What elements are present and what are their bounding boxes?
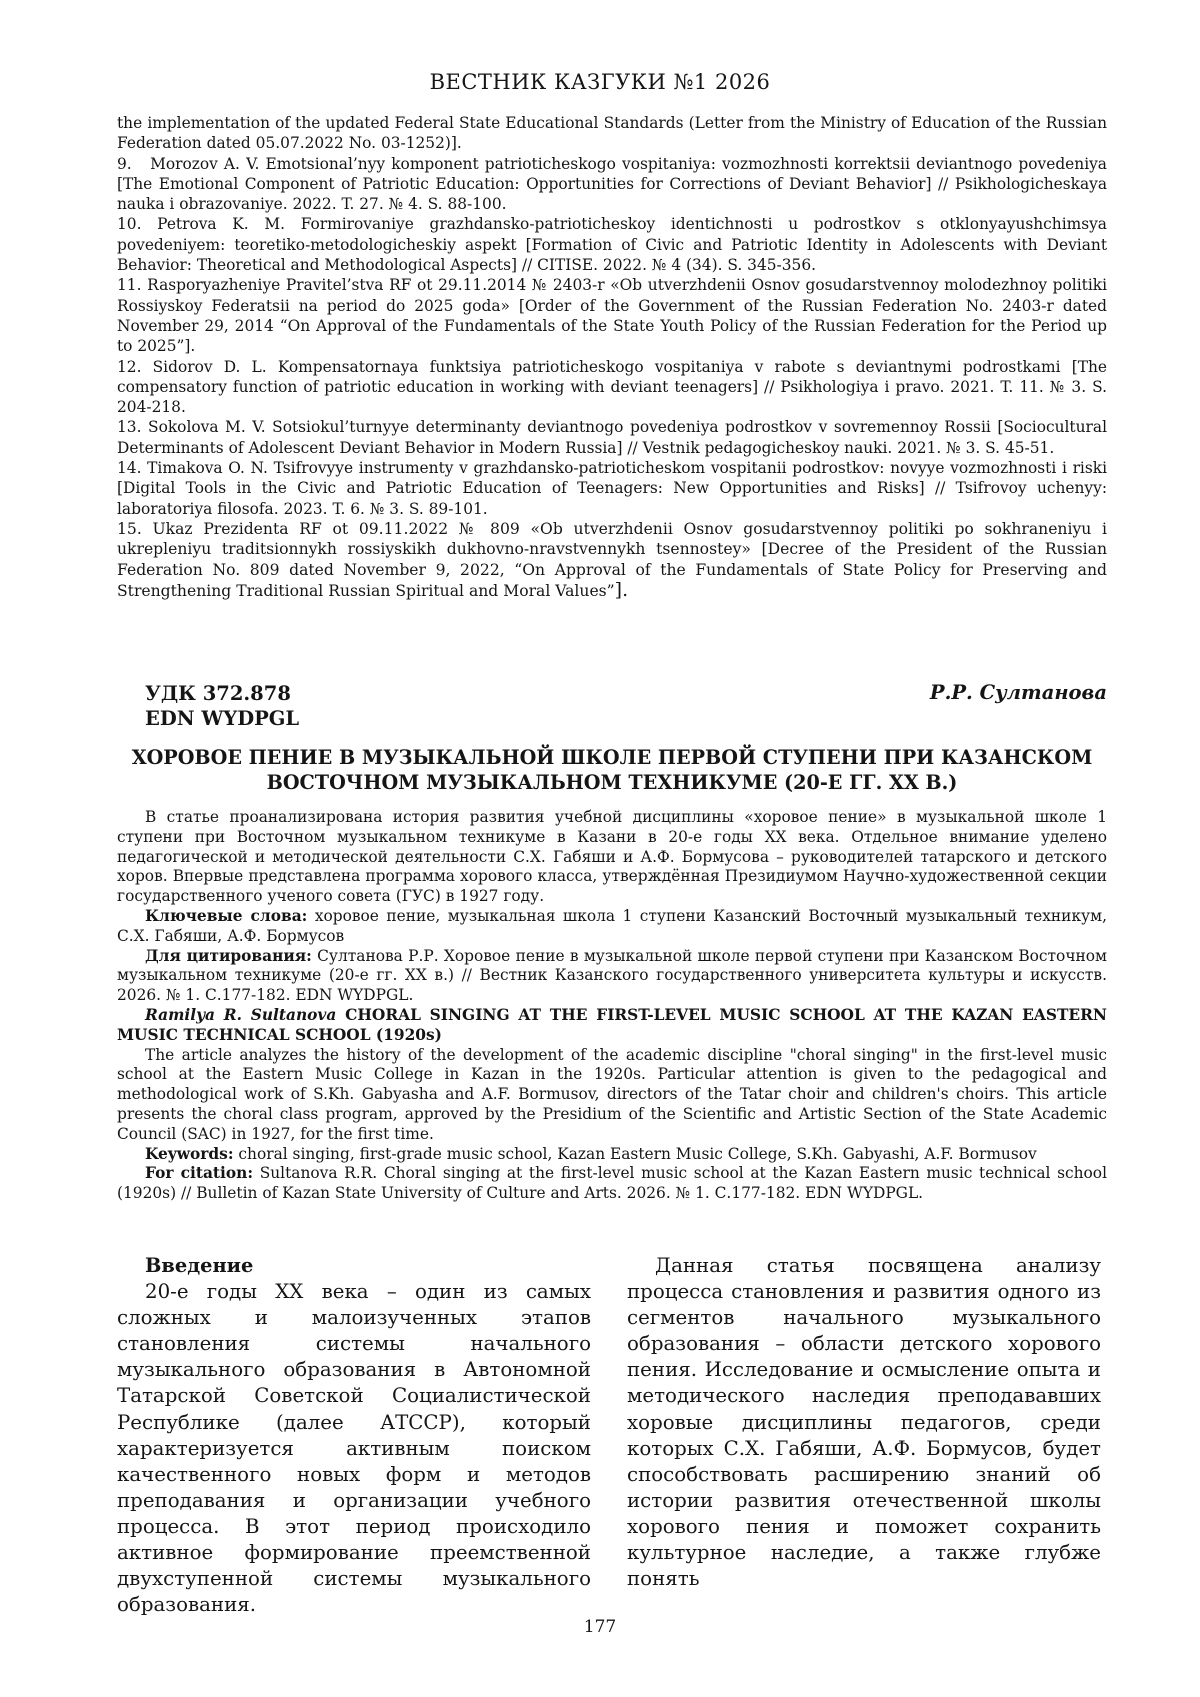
keywords-en-text: choral singing, first-grade music school, Kazan Eastern Music College, S.Kh. Gabyashi, A.F. Bormusov — [233, 1144, 1037, 1163]
keywords-ru-label: Ключевые слова: — [145, 906, 308, 925]
edn-code: EDN WYDPGL — [145, 707, 300, 730]
reference-item: 9. Morozov A. V. Emotsional’nyy komponent patrioticheskogo vospitaniya: vozmozhnosti korrektsii deviantnogo povedeniya [The Emotional Component of Patriotic Education: Opportunities for Corrections of Deviant Behavior] // Psikhologicheskaya nauka i obrazovaniye. 2022. T. 27. № 4. S. 88-100. — [117, 154, 1107, 214]
reference-list — [117, 113, 1107, 601]
citation-en — [117, 1164, 1107, 1204]
reference-item: 12. Sidorov D. L. Kompensatornaya funktsiya patrioticheskogo vospitaniya v rabote s deviantnymi podrostkami [The compensatory function of patriotic education in working with deviant teenagers] // Psikhologiya i pravo. 2021. T. 11. № 3. S. 204-218. — [117, 357, 1107, 417]
article-title — [117, 746, 1107, 795]
reference-item: 13. Sokolova M. V. Sotsiokul’turnyye determinanty deviantnogo povedeniya podrostkov v sovremennoy Rossii [Sociocultural Determinants of Adolescent Deviant Behavior in Modern Russia] // Vestnik pedagogicheskoy nauki. 2021. № 3. S. 45-51. — [117, 418, 1107, 457]
body-column-left — [117, 1253, 591, 1618]
article-author: Р.Р. Султанова — [929, 681, 1107, 704]
keywords-ru-text: хоровое пение, музыкальная школа 1 ступени Казанский Восточный музыкальный техникум, С.Х. Габяши, А.Ф. Бормусов — [117, 906, 1107, 945]
reference-item: 10. Petrova K. M. Formirovaniye grazhdansko-patrioticheskoy identichnosti u podrostkov s otklonyayushchimsya povedeniyem: teoretiko-metodologicheskiy aspekt [Formation of Civic and Patriotic Identity in Adolescents with Deviant Behavior: Theoretical and Methodological Aspects] // CITISE. 2022. № 4 (34). S. 345-356. — [117, 215, 1107, 275]
citation-ru-label: Для цитирования: — [145, 946, 312, 965]
citation-ru-text: Султанова Р.Р. Хоровое пение в музыкальной школе первой ступени при Казанском Восточном музыкальном техникуме (20-е гг. XX в.) // Вестник Казанского государственного университета культуры и искусств. 2026. № 1. С.177-182. EDN WYDPGL. — [117, 946, 1107, 1005]
body-paragraph: Данная статья посвящена анализу процесса становления и развития одного из сегментов начального музыкального образования – области детского хорового пения. Исследование и осмысление опыта и методического наследия преподававших хоровые дисциплины педагогов, среди которых С.Х. Габяши, А.Ф. Бормусов, будет способствовать расширению знаний об истории развития отечественной школы хорового пения и поможет сохранить культурное наследие, а также глубже понять — [627, 1254, 1101, 1591]
citation-ru — [117, 947, 1107, 1006]
reference-item: the implementation of the updated Federal State Educational Standards (Letter from the Ministry of Education of the Russian Federation dated 05.07.2022 No. 03-1252)]. — [117, 114, 1107, 153]
body-paragraph: 20-е годы XX века – один из самых сложных и малоизученных этапов становления системы начального музыкального образования в Автономной Татарской Советской Социалистической Республике (далее АТССР), который характеризуется активным поиском качественного новых форм и методов преподавания и организации учебного процесса. В этот период происходило активное формирование преемственной двухступенной системы музыкального образования. — [117, 1280, 591, 1617]
page-number: 177 — [583, 1617, 617, 1637]
author-en: Ramilya R. Sultanova — [145, 1005, 337, 1024]
article-identifiers — [145, 681, 299, 731]
keywords-en — [117, 1145, 1107, 1165]
article-title-line: ВОСТОЧНОМ МУЗЫКАЛЬНОМ ТЕХНИКУМЕ (20-Е ГГ. XX В.) — [266, 770, 958, 794]
english-title-line — [117, 1006, 1107, 1046]
reference-item-last — [117, 519, 1107, 601]
reference-last-text: 15. Ukaz Prezidenta RF ot 09.11.2022 № 809 «Ob utverzhdenii Osnov gosudarstvennoy politiki po sokhraneniyu i ukrepleniyu traditsionnykh rossiyskikh dukhovno-nravstvennykh tsennostey» [Decree of the President of the Russian Federation No. 809 dated November 9, 2022, “On Approval of the Fundamentals of State Policy for Preserving and Strengthening Traditional Russian Spiritual and Moral Values” — [117, 519, 1107, 600]
abstract-block — [117, 808, 1107, 1204]
citation-en-text: Sultanova R.R. Choral singing at the first-level music school at the Kazan Eastern music technical school (1920s) // Bulletin of Kazan State University of Culture and Arts. 2026. № 1. С.177-182. EDN WYDPGL. — [117, 1164, 1107, 1203]
citation-en-label: For citation: — [145, 1164, 254, 1183]
abstract-en: The article analyzes the history of the development of the academic discipline "choral singing" in the first-level music school at the Eastern Music College in Kazan in the 1920s. Particular attention is given to the pedagogical and methodological work of S.Kh. Gabyasha and A.F. Bormusov, directors of the Tatar choir and children's choirs. This article presents the choral class program, approved by the Presidium of the Scientific and Artistic Section of the State Academic Council (SAC) in 1927, for the first time. — [117, 1045, 1107, 1143]
keywords-en-label: Keywords: — [145, 1144, 234, 1163]
title-en: CHORAL SINGING AT THE FIRST-LEVEL MUSIC SCHOOL AT THE KAZAN EASTERN MUSIC TECHNICAL SCHOOL (1920s) — [117, 1005, 1107, 1044]
reference-item: 11. Rasporyazheniye Pravitel’stva RF ot 29.11.2014 № 2403-r «Ob utverzhdenii Osnov gosudarstvennoy molodezhnoy politiki Rossiyskoy Federatsii na period do 2025 goda» [Order of the Government of the Russian Federation No. 2403-r dated November 29, 2014 “On Approval of the Fundamentals of the State Youth Policy of the Russian Federation for the Period up to 2025”]. — [117, 276, 1107, 356]
section-heading-introduction: Введение — [145, 1254, 254, 1277]
reference-last-closing: ]. — [614, 578, 629, 601]
abstract-ru: В статье проанализирована история развития учебной дисциплины «хоровое пение» в музыкальной школе 1 ступени при Восточном музыкальном техникуме в Казани в 20-е годы XX века. Отдельное внимание уделено педагогической и методической деятельности С.Х. Габяши и А.Ф. Бормусова – руководителей татарского и детского хоров. Впервые представлена программа хорового класса, утверждённая Президиумом Научно-художественной секции государственного ученого совета (ГУС) в 1927 году. — [117, 808, 1107, 906]
udk-code: УДК 372.878 — [145, 682, 291, 705]
journal-header: ВЕСТНИК КАЗГУКИ №1 2026 — [429, 70, 771, 94]
body-column-right — [627, 1253, 1101, 1592]
keywords-ru — [117, 907, 1107, 947]
article-title-line: ХОРОВОЕ ПЕНИЕ В МУЗЫКАЛЬНОЙ ШКОЛЕ ПЕРВОЙ СТУПЕНИ ПРИ КАЗАНСКОМ — [131, 746, 1093, 769]
reference-item: 14. Timakova O. N. Tsifrovyye instrumenty v grazhdansko-patrioticheskom vospitanii podrostkov: novyye vozmozhnosti i riski [Digital Tools in the Civic and Patriotic Education of Teenagers: New Opportunities and Risks] // Tsifrovoy uchenyy: laboratoriya filosofa. 2023. T. 6. № 3. S. 89-101. — [117, 459, 1107, 518]
